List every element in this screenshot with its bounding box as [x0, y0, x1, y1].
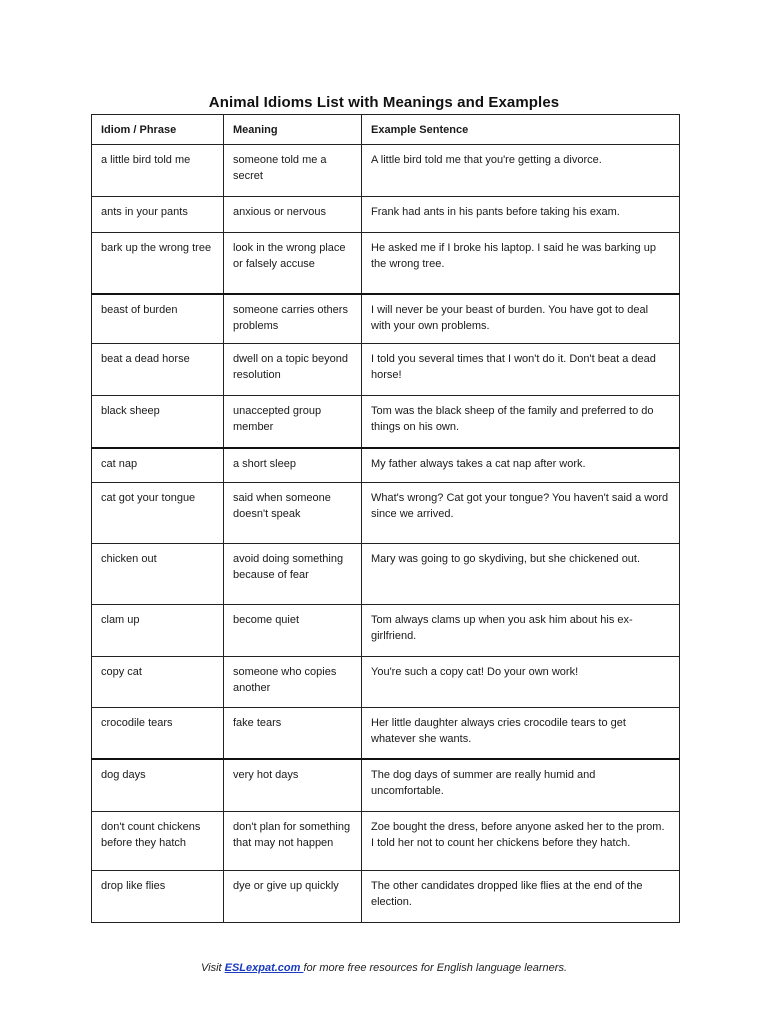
- footer-note: [0, 962, 768, 974]
- meaning-cell: dwell on a topic beyond resolution: [224, 344, 362, 396]
- table-row: [92, 145, 680, 197]
- meaning-cell: a short sleep: [224, 448, 362, 483]
- idiom-cell: dog days: [92, 759, 224, 812]
- idiom-cell: copy cat: [92, 657, 224, 708]
- meaning-cell: anxious or nervous: [224, 197, 362, 233]
- idiom-cell: don't count chickens before they hatch: [92, 812, 224, 871]
- table-row: [92, 657, 680, 708]
- meaning-cell: fake tears: [224, 708, 362, 759]
- example-cell: The other candidates dropped like flies at the end of the election.: [362, 871, 680, 923]
- table-row: [92, 483, 680, 544]
- column-header-idiom: Idiom / Phrase: [92, 115, 224, 145]
- example-cell: You're such a copy cat! Do your own work!: [362, 657, 680, 708]
- meaning-cell: avoid doing something because of fear: [224, 544, 362, 605]
- example-cell: Zoe bought the dress, before anyone asked her to the prom. I told her not to count her chickens before they hatch.: [362, 812, 680, 871]
- example-cell: A little bird told me that you're getting a divorce.: [362, 145, 680, 197]
- meaning-cell: look in the wrong place or falsely accuse: [224, 233, 362, 294]
- idioms-table: [91, 114, 680, 923]
- meaning-cell: very hot days: [224, 759, 362, 812]
- table-row: [92, 294, 680, 344]
- meaning-cell: said when someone doesn't speak: [224, 483, 362, 544]
- table-header-row: [92, 115, 680, 145]
- meaning-cell: someone carries others problems: [224, 294, 362, 344]
- table-row: [92, 396, 680, 448]
- idiom-cell: beast of burden: [92, 294, 224, 344]
- idiom-cell: a little bird told me: [92, 145, 224, 197]
- table-row: [92, 708, 680, 759]
- footer-prefix: Visit: [200, 962, 225, 974]
- footer-suffix: for more free resources for English language learners.: [303, 962, 568, 974]
- idiom-cell: bark up the wrong tree: [92, 233, 224, 294]
- page-title: Animal Idioms List with Meanings and Examples: [208, 94, 560, 111]
- idiom-cell: crocodile tears: [92, 708, 224, 759]
- meaning-cell: dye or give up quickly: [224, 871, 362, 923]
- idiom-cell: clam up: [92, 605, 224, 657]
- example-cell: Frank had ants in his pants before taking his exam.: [362, 197, 680, 233]
- idiom-cell: cat got your tongue: [92, 483, 224, 544]
- example-cell: What's wrong? Cat got your tongue? You haven't said a word since we arrived.: [362, 483, 680, 544]
- column-header-example: Example Sentence: [362, 115, 680, 145]
- table-row: [92, 344, 680, 396]
- column-header-meaning: Meaning: [224, 115, 362, 145]
- meaning-cell: someone told me a secret: [224, 145, 362, 197]
- table-row: [92, 871, 680, 923]
- meaning-cell: someone who copies another: [224, 657, 362, 708]
- meaning-cell: unaccepted group member: [224, 396, 362, 448]
- table-row: [92, 605, 680, 657]
- example-cell: Her little daughter always cries crocodile tears to get whatever she wants.: [362, 708, 680, 759]
- idiom-cell: ants in your pants: [92, 197, 224, 233]
- meaning-cell: don't plan for something that may not happen: [224, 812, 362, 871]
- example-cell: He asked me if I broke his laptop. I said he was barking up the wrong tree.: [362, 233, 680, 294]
- example-cell: Mary was going to go skydiving, but she chickened out.: [362, 544, 680, 605]
- eslexpat-link[interactable]: ESLexpat.com: [224, 962, 304, 974]
- table-row: [92, 759, 680, 812]
- example-cell: Tom always clams up when you ask him about his ex-girlfriend.: [362, 605, 680, 657]
- table-row: [92, 233, 680, 294]
- example-cell: The dog days of summer are really humid and uncomfortable.: [362, 759, 680, 812]
- idiom-cell: chicken out: [92, 544, 224, 605]
- example-cell: Tom was the black sheep of the family and preferred to do things on his own.: [362, 396, 680, 448]
- table-row: [92, 812, 680, 871]
- table-row: [92, 197, 680, 233]
- idiom-cell: black sheep: [92, 396, 224, 448]
- example-cell: My father always takes a cat nap after work.: [362, 448, 680, 483]
- table-row: [92, 448, 680, 483]
- idiom-cell: drop like flies: [92, 871, 224, 923]
- table-row: [92, 544, 680, 605]
- idiom-cell: beat a dead horse: [92, 344, 224, 396]
- meaning-cell: become quiet: [224, 605, 362, 657]
- example-cell: I will never be your beast of burden. You have got to deal with your own problems.: [362, 294, 680, 344]
- example-cell: I told you several times that I won't do it. Don't beat a dead horse!: [362, 344, 680, 396]
- idiom-cell: cat nap: [92, 448, 224, 483]
